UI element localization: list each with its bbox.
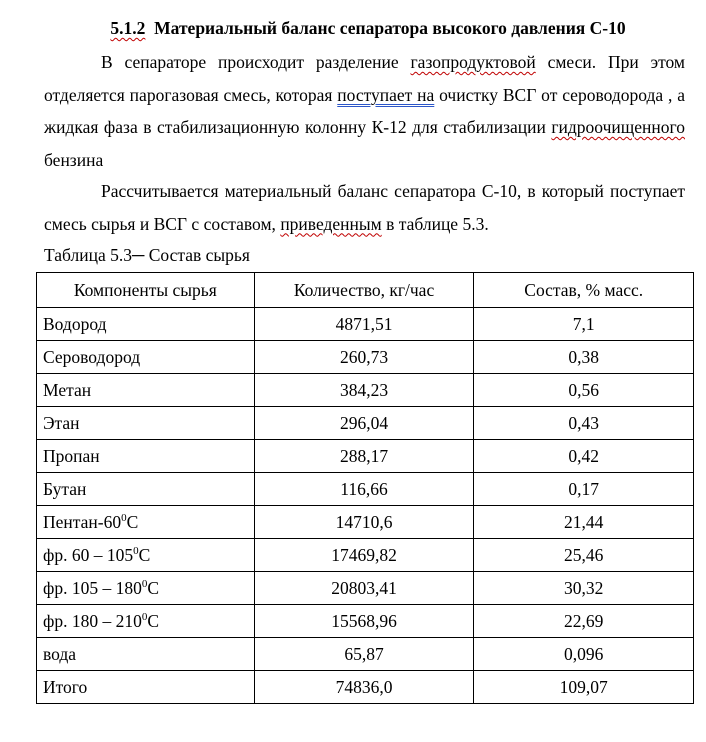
cell-quantity: 4871,51 (254, 308, 474, 341)
cell-quantity: 17469,82 (254, 539, 474, 572)
cell-component: Сероводород (37, 341, 255, 374)
section-number: 5.1.2 (110, 18, 146, 38)
cell-composition: 7,1 (474, 308, 694, 341)
table-row (37, 407, 694, 440)
cell-composition: 25,46 (474, 539, 694, 572)
table-row (37, 605, 694, 638)
table-row (37, 539, 694, 572)
cell-quantity: 74836,0 (254, 671, 474, 704)
cell-quantity: 14710,6 (254, 506, 474, 539)
table-row (37, 374, 694, 407)
cell-composition: 109,07 (474, 671, 694, 704)
cell-quantity: 65,87 (254, 638, 474, 671)
composition-table (36, 272, 694, 704)
cell-composition: 30,32 (474, 572, 694, 605)
cell-component: фр. $180 - 210^0С$ (37, 605, 255, 638)
column-header-composition: Состав, % масс. (474, 273, 694, 308)
cell-quantity: 116,66 (254, 473, 474, 506)
table-total-row (37, 671, 694, 704)
section-heading (0, 18, 706, 39)
table-row (37, 473, 694, 506)
paragraph-separation: В сепараторе происходит разделение газопродуктовой смеси. При этом отделяется парогазовая смесь, которая поступает на очистку ВСГ от сероводорода , а жидкая фаза в стабилизационную колонну К-12 для стабилизации гидроочищенного бензина (44, 52, 685, 170)
cell-quantity: 384,23 (254, 374, 474, 407)
cell-component: Бутан (37, 473, 255, 506)
cell-component: Пентан-$60^0С$ (37, 506, 255, 539)
cell-quantity: 20803,41 (254, 572, 474, 605)
cell-composition: 21,44 (474, 506, 694, 539)
column-header-quantity: Количество, кг/час (254, 273, 474, 308)
table-row (37, 506, 694, 539)
cell-composition: 0,17 (474, 473, 694, 506)
cell-component: Водород (37, 308, 255, 341)
paragraph-calculation: Рассчитывается материальный баланс сепаратора С-10, в который поступает смесь сырья и ВСГ с составом, приведенным в таблице 5.3. (44, 181, 685, 234)
cell-component: вода (37, 638, 255, 671)
cell-component: Метан (37, 374, 255, 407)
table-header-row (37, 273, 694, 308)
table-row (37, 308, 694, 341)
column-header-component: Компоненты сырья (37, 273, 255, 308)
table-row (37, 341, 694, 374)
cell-component: Пропан (37, 440, 255, 473)
cell-quantity: 288,17 (254, 440, 474, 473)
cell-quantity: 15568,96 (254, 605, 474, 638)
cell-composition: 0,42 (474, 440, 694, 473)
section-title: Материальный баланс сепаратора высокого давления С-10 (154, 18, 626, 38)
cell-quantity: 296,04 (254, 407, 474, 440)
cell-composition: 0,43 (474, 407, 694, 440)
cell-component: фр. $105 - 180^0С$ (37, 572, 255, 605)
cell-composition: 22,69 (474, 605, 694, 638)
cell-component: Итого (37, 671, 255, 704)
cell-component: фр. $60 - 105^0С$ (37, 539, 255, 572)
table-caption: Таблица 5.3─ Состав сырья (44, 245, 250, 265)
cell-composition: 0,56 (474, 374, 694, 407)
table-row (37, 572, 694, 605)
cell-composition: 0,38 (474, 341, 694, 374)
cell-component: Этан (37, 407, 255, 440)
cell-quantity: 260,73 (254, 341, 474, 374)
cell-composition: 0,096 (474, 638, 694, 671)
table-row (37, 638, 694, 671)
table-row (37, 440, 694, 473)
